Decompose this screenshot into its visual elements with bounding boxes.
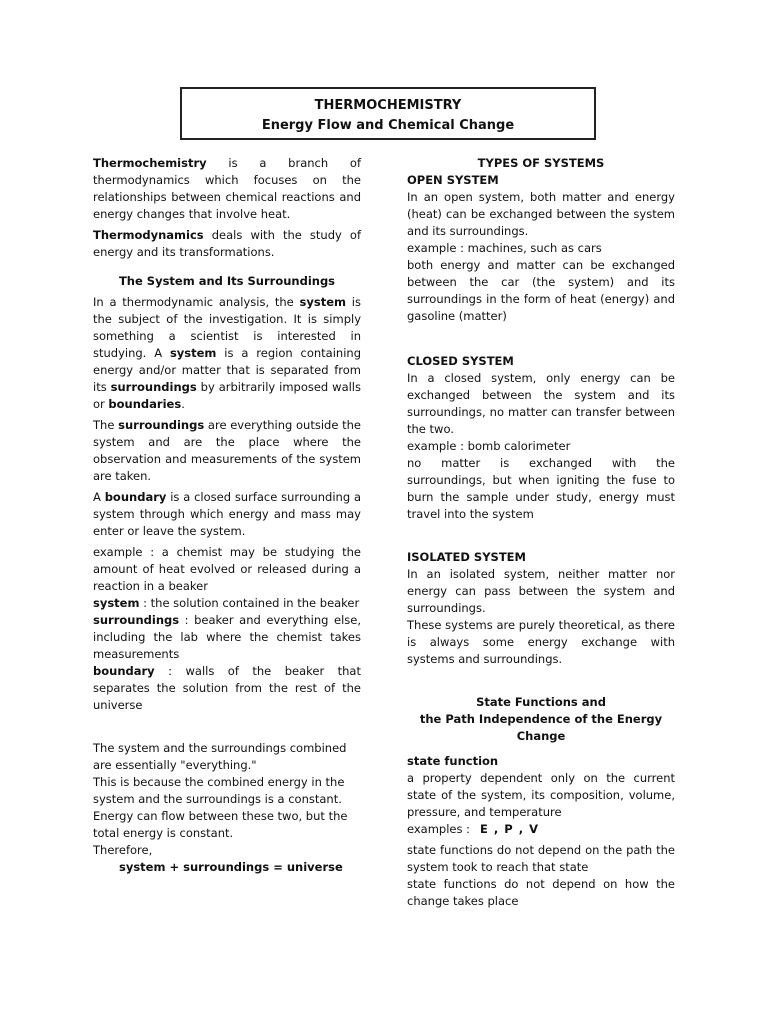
isolated-system-text: In an isolated system, neither matter nor energy can pass between the system and surroundings.	[407, 567, 675, 615]
text-run: A	[93, 490, 105, 504]
paragraph-thermodynamics	[93, 227, 361, 261]
examples-label: examples :	[407, 822, 471, 836]
term-surroundings: surroundings	[110, 380, 197, 394]
paragraph-surroundings	[93, 417, 361, 485]
open-system-text: In an open system, both matter and energy (heat) can be exchanged between the system and its surroundings.	[407, 190, 675, 238]
term-system: system	[299, 295, 347, 309]
paragraph-everything: The system and the surroundings combined are essentially "everything."	[93, 741, 347, 772]
example-beaker: example : a chemist may be studying the amount of heat evolved or released during a reaction in a beaker	[93, 545, 361, 593]
example-surroundings-line	[93, 612, 361, 663]
closed-system-detail: no matter is exchanged with the surroundings, but when igniting the fuse to burn the sample under study, energy must travel into the system	[407, 456, 675, 521]
paragraph-constant: This is because the combined energy in the system and the surroundings is a constant.	[93, 775, 345, 806]
text-run: is a region containing energy and/or matter that is separated from its	[93, 346, 361, 394]
text-run: by arbitrarily imposed walls or	[93, 380, 361, 411]
types-heading: TYPES OF SYSTEMS	[477, 156, 605, 170]
term-surroundings: surroundings	[93, 613, 180, 627]
term-system: system	[93, 596, 140, 610]
open-system-example: example : machines, such as cars	[407, 241, 602, 255]
open-system-heading: OPEN SYSTEM	[407, 173, 499, 187]
closed-system-text: In a closed system, only energy can be exchanged between the system and its surroundings, no matter can transfer between the two.	[407, 371, 675, 436]
state-function-definition: a property dependent only on the current state of the system, its composition, volume, pressure, and temperature	[407, 771, 675, 819]
paragraph-therefore: Therefore,	[93, 843, 153, 857]
example-system-line	[93, 595, 361, 612]
right-column	[407, 155, 675, 910]
text-run: In a thermodynamic analysis, the	[93, 295, 300, 309]
term-boundary: boundary	[104, 490, 167, 504]
state-note-path: state functions do not depend on the path the system took to reach that state	[407, 843, 675, 874]
closed-system-heading: CLOSED SYSTEM	[407, 354, 514, 368]
term-thermochemistry: Thermochemistry	[93, 156, 207, 170]
state-note-how: state functions do not depend on how the change takes place	[407, 877, 675, 908]
term-boundary: boundary	[93, 664, 155, 678]
isolated-system-heading: ISOLATED SYSTEM	[407, 550, 526, 564]
text-run: .	[181, 397, 185, 411]
formula-universe: system + surroundings = universe	[119, 860, 343, 874]
state-functions-heading-1: State Functions and	[476, 695, 606, 709]
text-run: : the solution contained in the beaker	[139, 596, 360, 610]
paragraph-text: deals with the study of energy and its transformations.	[93, 228, 361, 259]
state-functions-heading-2: the Path Independence of the Energy Change	[419, 712, 663, 743]
text-run: is the subject of the investigation. It is simply something a scientist is interested in studying. A	[93, 295, 361, 360]
left-column	[93, 155, 361, 876]
term-boundaries: boundaries	[108, 397, 182, 411]
text-run: are everything outside the system and are the place where the observation and measurements of the system are taken.	[93, 418, 361, 483]
text-run: is a closed surface surrounding a system through which energy and mass may enter or leave the system.	[93, 490, 361, 538]
document-title: THERMOCHEMISTRY	[314, 98, 462, 113]
examples-values: E , P , V	[480, 822, 539, 836]
text-run: : beaker and everything else, including the lab where the chemist takes measurements	[93, 613, 361, 661]
text-run: The	[93, 418, 119, 432]
text-run: : walls of the beaker that separates the solution from the rest of the universe	[93, 664, 361, 712]
paragraph-boundary	[93, 489, 361, 540]
open-system-detail: both energy and matter can be exchanged between the car (the system) and its surroundings in the form of heat (energy) and gasoline (matter)	[407, 258, 675, 323]
paragraph-text: is a branch of thermodynamics which focuses on the relationships between chemical reactions and energy changes that involve heat.	[93, 156, 361, 221]
term-surroundings: surroundings	[118, 418, 205, 432]
examples-line	[407, 821, 675, 838]
paragraph-energy-flow: Energy can flow between these two, but the total energy is constant.	[93, 809, 348, 840]
state-function-term: state function	[407, 754, 499, 768]
section-heading-system-surroundings: The System and Its Surroundings	[118, 274, 336, 288]
title-box	[180, 87, 596, 140]
term-thermodynamics: Thermodynamics	[93, 228, 204, 242]
document-subtitle: Energy Flow and Chemical Change	[261, 118, 515, 133]
example-boundary-line	[93, 663, 361, 714]
paragraph-system	[93, 294, 361, 413]
paragraph-thermochemistry	[93, 155, 361, 223]
term-system: system	[169, 346, 217, 360]
closed-system-example: example : bomb calorimeter	[407, 439, 571, 453]
isolated-system-detail: These systems are purely theoretical, as there is always some energy exchange with systems and surroundings.	[407, 618, 675, 666]
